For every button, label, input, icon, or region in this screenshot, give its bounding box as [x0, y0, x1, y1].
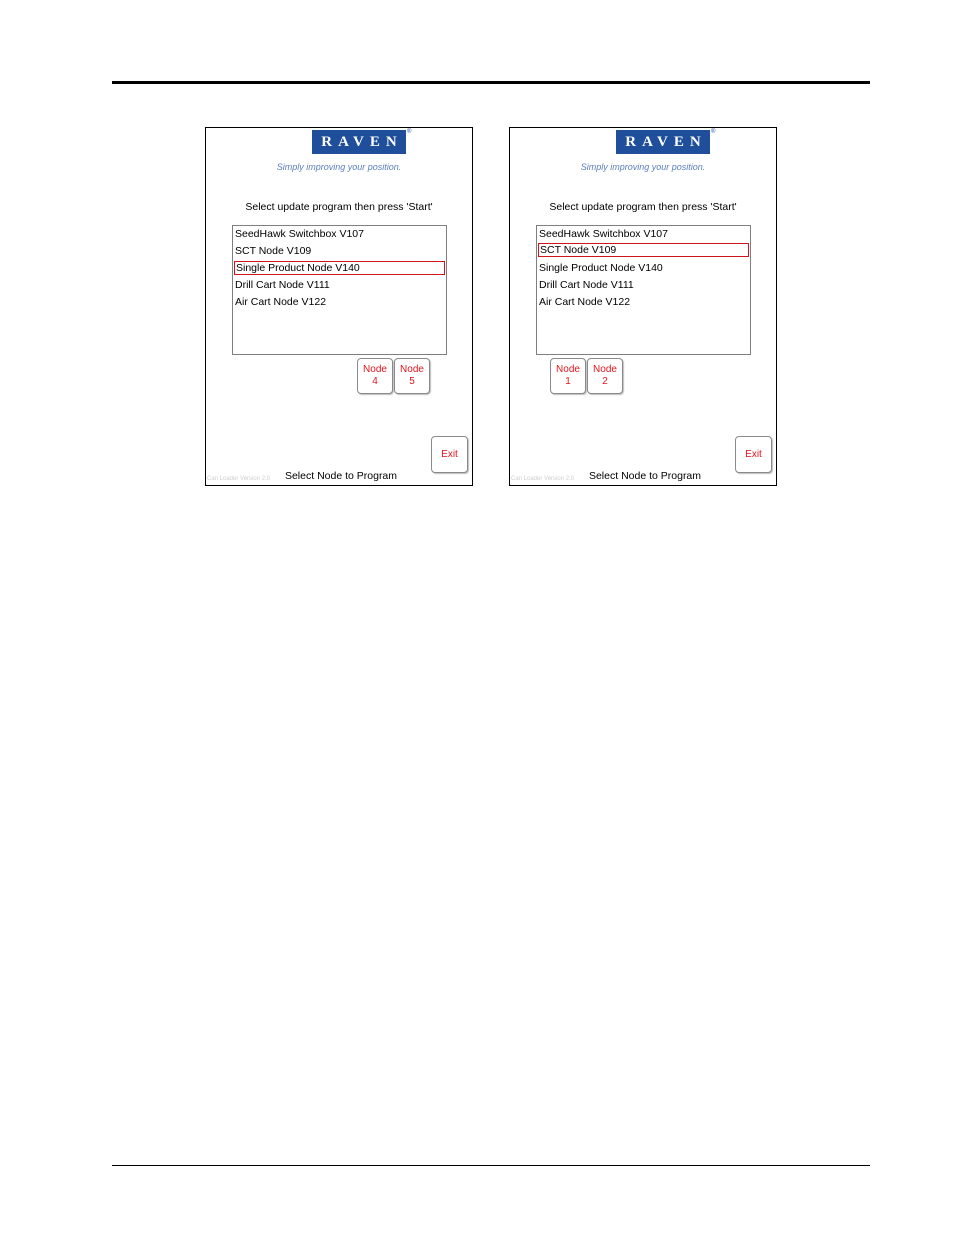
node-button-label: Node — [400, 364, 424, 375]
program-listbox[interactable] — [536, 225, 751, 355]
exit-button[interactable]: Exit — [431, 436, 468, 473]
list-item-selected[interactable]: Single Product Node V140 — [234, 261, 445, 275]
list-item[interactable]: Air Cart Node V122 — [235, 296, 327, 308]
list-item[interactable]: SCT Node V109 — [235, 245, 312, 257]
raven-logo: RAVEN — [616, 130, 710, 154]
node-button-number: 5 — [409, 376, 415, 387]
node-button-label: Node — [363, 364, 387, 375]
list-item[interactable]: Single Product Node V140 — [539, 262, 663, 274]
exit-button[interactable]: Exit — [735, 436, 772, 473]
list-item[interactable]: Drill Cart Node V111 — [539, 279, 634, 291]
status-text: Select Node to Program — [588, 470, 702, 482]
node-button-number: 1 — [565, 376, 571, 387]
node-1-button[interactable] — [550, 358, 586, 394]
list-item[interactable]: SeedHawk Switchbox V107 — [235, 228, 364, 240]
status-text: Select Node to Program — [284, 470, 398, 482]
registered-mark: ® — [407, 129, 412, 135]
version-text: Can Loader Version 2.0 — [511, 476, 575, 482]
node-2-button[interactable] — [587, 358, 623, 394]
instruction-text: Select update program then press 'Start' — [245, 201, 433, 213]
node-5-button[interactable] — [394, 358, 430, 394]
node-button-label: Node — [593, 364, 617, 375]
instruction-text: Select update program then press 'Start' — [549, 201, 737, 213]
node-button-number: 2 — [602, 376, 608, 387]
list-item[interactable]: SeedHawk Switchbox V107 — [539, 228, 668, 240]
registered-mark: ® — [711, 129, 716, 135]
footer-rule — [112, 1165, 870, 1166]
can-loader-screen-left — [205, 127, 473, 486]
header-rule — [112, 81, 870, 84]
version-text: Can Loader Version 2.0 — [207, 476, 271, 482]
tagline: Simply improving your position. — [276, 162, 402, 172]
node-4-button[interactable] — [357, 358, 393, 394]
list-item[interactable]: Air Cart Node V122 — [539, 296, 631, 308]
list-item-selected[interactable]: SCT Node V109 — [538, 243, 749, 257]
can-loader-screen-right — [509, 127, 777, 486]
tagline: Simply improving your position. — [580, 162, 706, 172]
raven-logo: RAVEN — [312, 130, 406, 154]
node-button-label: Node — [556, 364, 580, 375]
node-button-number: 4 — [372, 376, 378, 387]
program-listbox[interactable] — [232, 225, 447, 355]
list-item[interactable]: Drill Cart Node V111 — [235, 279, 330, 291]
